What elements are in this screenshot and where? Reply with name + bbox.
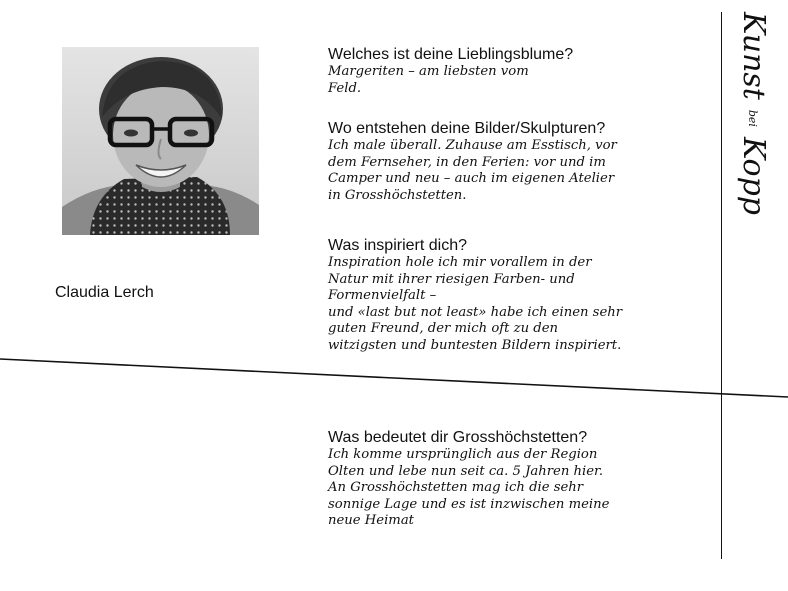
question-text: Wo entstehen deine Bilder/Skulpturen? [328,120,606,137]
brand-word-bei: bei [746,109,759,127]
answer-text: Margeriten – am liebsten vom Feld. [328,64,529,96]
question-text: Was bedeutet dir Grosshöchstetten? [328,429,588,446]
portrait-illustration [62,47,259,235]
brand-logo-text [734,12,771,215]
portrait-photo [62,47,259,235]
question-text: Was inspiriert dich? [328,237,468,254]
answer-text: Ich male überall. Zuhause am Esstisch, vor dem Fernseher, in den Ferien: vor und im Camper und neu – auch im eigenen Atelier in Grosshöchstetten. [328,138,617,203]
qa-block-workplace [328,119,718,204]
qa-block-grosshoechstetten [328,428,718,530]
qa-block-inspiration [328,236,718,355]
question-text: Welches ist deine Lieblingsblume? [328,46,574,63]
person-name: Claudia Lerch [55,284,154,301]
brand-word-kunst: Kunst [736,12,771,100]
qa-block-favorite-flower [328,45,718,97]
brand-logo [723,12,783,232]
vertical-divider-line [721,12,722,559]
brand-word-kopp: Kopp [736,136,771,216]
answer-text: Ich komme ursprünglich aus der Region Olten und lebe nun seit ca. 5 Jahren hier. An Grosshöchstetten mag ich die sehr sonnige Lage und es ist inzwischen meine neue Heimat [328,447,610,529]
answer-text: Inspiration hole ich mir vorallem in der Natur mit ihrer riesigen Farben- und Formenvielfalt – und «last but not least» habe ich einen sehr guten Freund, der mich oft zu den witzigsten und buntesten Bildern inspiriert. [328,255,623,353]
